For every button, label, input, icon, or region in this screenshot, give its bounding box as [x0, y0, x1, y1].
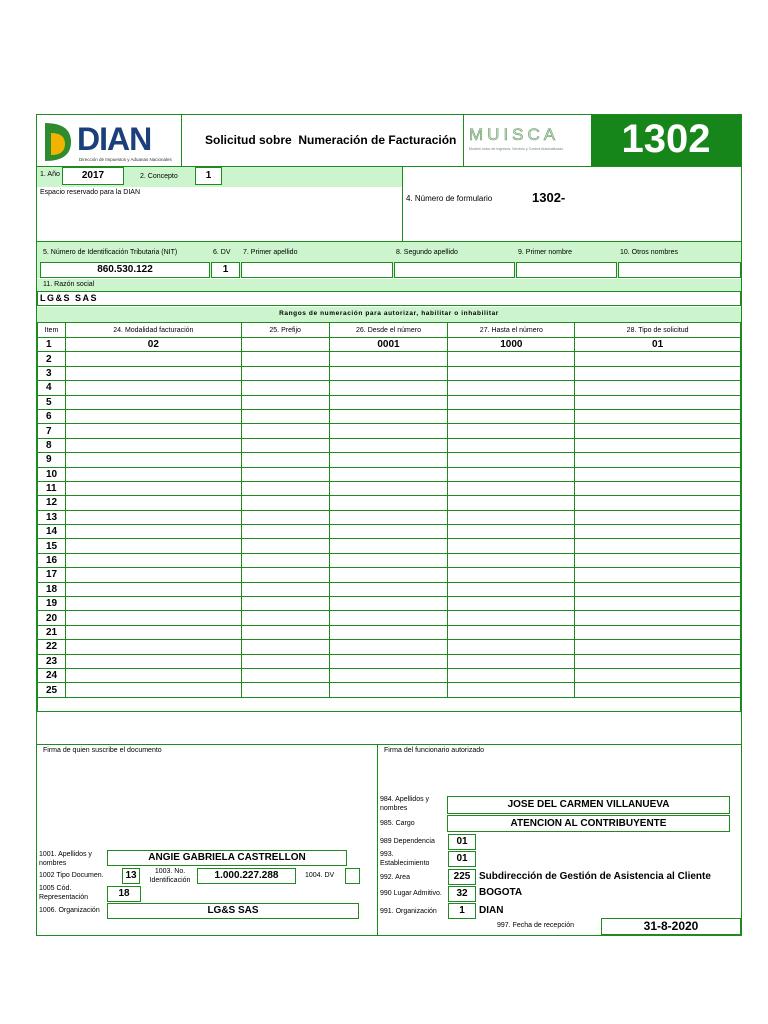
table-row — [38, 496, 741, 510]
cell-tipo[interactable]: 01 — [575, 338, 741, 352]
logo-subtitle: Dirección de Impuestos y Aduanas Nacionales — [79, 157, 172, 162]
lugar-description: BOGOTA — [479, 887, 523, 898]
form-title: Solicitud sobre Numeración de Facturación — [205, 133, 457, 147]
cell-modalidad[interactable] — [65, 640, 241, 654]
cell-hasta[interactable] — [448, 424, 575, 438]
razon-social-field[interactable] — [37, 291, 741, 306]
muisca-text: MUISCA — [469, 125, 560, 144]
cell-item: 24 — [38, 668, 66, 682]
cell-desde[interactable] — [329, 683, 448, 697]
cell-modalidad[interactable] — [65, 654, 241, 668]
cell-item: 14 — [38, 525, 66, 539]
cell-modalidad[interactable] — [65, 453, 241, 467]
anio-label: 1. Año — [40, 171, 60, 178]
table-row — [38, 366, 741, 380]
cell-tipo[interactable] — [575, 395, 741, 409]
cell-desde[interactable] — [329, 395, 448, 409]
ranges-header-row — [38, 323, 741, 338]
cell-desde[interactable] — [329, 424, 448, 438]
cell-prefijo[interactable] — [241, 625, 329, 639]
cell-item: 12 — [38, 496, 66, 510]
cell-modalidad[interactable] — [65, 467, 241, 481]
table-row — [38, 654, 741, 668]
no-identificacion-field[interactable]: 1.000.227.288 — [197, 868, 296, 884]
otros-nombres-field[interactable] — [618, 262, 741, 278]
cell-item: 20 — [38, 611, 66, 625]
cell-prefijo[interactable] — [241, 553, 329, 567]
table-row — [38, 453, 741, 467]
cell-prefijo[interactable] — [241, 481, 329, 495]
table-row — [38, 409, 741, 423]
table-row — [38, 597, 741, 611]
cell-prefijo[interactable] — [241, 582, 329, 596]
table-row — [38, 582, 741, 596]
lugar-field[interactable]: 32 — [448, 886, 476, 902]
cell-modalidad[interactable] — [65, 496, 241, 510]
cell-prefijo[interactable] — [241, 510, 329, 524]
cell-prefijo[interactable] — [241, 597, 329, 611]
cell-hasta[interactable] — [448, 381, 575, 395]
col-hasta: 27. Hasta el número — [448, 323, 575, 338]
nit-label: 5. Número de Identificación Tributaria (NIT) — [43, 249, 178, 256]
cell-hasta[interactable] — [448, 438, 575, 452]
dv-firma-label: 1004. DV — [305, 872, 335, 879]
apellido2-label: 8. Segundo apellido — [396, 249, 458, 256]
cell-prefijo[interactable] — [241, 366, 329, 380]
cell-prefijo[interactable] — [241, 338, 329, 352]
cell-hasta[interactable] — [448, 525, 575, 539]
cell-modalidad[interactable] — [65, 683, 241, 697]
cell-desde[interactable] — [329, 453, 448, 467]
cell-tipo[interactable] — [575, 510, 741, 524]
organizacion-firma-field[interactable]: LG&S SAS — [107, 903, 359, 919]
apellido1-label: 7. Primer apellido — [243, 249, 298, 256]
firma-funcionario-label: Firma del funcionario autorizado — [384, 747, 484, 754]
table-row — [38, 481, 741, 495]
area-description: Subdirección de Gestión de Asistencia al Cliente — [479, 871, 711, 882]
cell-tipo[interactable] — [575, 640, 741, 654]
dv-field[interactable]: 1 — [211, 262, 240, 278]
cargo-label: 985. Cargo — [380, 820, 415, 827]
cell-desde[interactable] — [329, 352, 448, 366]
cell-desde[interactable] — [329, 510, 448, 524]
cell-desde[interactable] — [329, 366, 448, 380]
cell-prefijo[interactable] — [241, 683, 329, 697]
cell-tipo[interactable] — [575, 424, 741, 438]
cell-item: 18 — [38, 582, 66, 596]
apellido1-field[interactable] — [241, 262, 393, 278]
cell-tipo[interactable] — [575, 438, 741, 452]
cell-tipo[interactable] — [575, 625, 741, 639]
apellidos-nombres-field[interactable]: ANGIE GABRIELA CASTRELLON — [107, 850, 347, 866]
cell-prefijo[interactable] — [241, 668, 329, 682]
cell-hasta[interactable] — [448, 481, 575, 495]
cell-prefijo[interactable] — [241, 409, 329, 423]
cell-item: 6 — [38, 409, 66, 423]
cell-modalidad[interactable] — [65, 668, 241, 682]
cell-hasta[interactable] — [448, 568, 575, 582]
table-row — [38, 553, 741, 567]
col-tipo: 28. Tipo de solicitud — [575, 323, 741, 338]
otros-nombres-label: 10. Otros nombres — [620, 249, 678, 256]
cell-tipo[interactable] — [575, 611, 741, 625]
cell-hasta[interactable] — [448, 553, 575, 567]
organizacion-firma-label: 1006. Organización — [39, 907, 100, 914]
cell-item: 3 — [38, 366, 66, 380]
razon-social-value: LG&S SAS — [40, 293, 99, 303]
muisca-logo — [469, 125, 587, 159]
cell-desde[interactable] — [329, 597, 448, 611]
cod-representacion-field[interactable]: 18 — [107, 886, 141, 902]
cell-desde[interactable] — [329, 467, 448, 481]
cell-prefijo[interactable] — [241, 424, 329, 438]
cell-modalidad[interactable] — [65, 568, 241, 582]
table-row — [38, 611, 741, 625]
cell-desde[interactable]: 0001 — [329, 338, 448, 352]
cell-prefijo[interactable] — [241, 453, 329, 467]
nombre1-field[interactable] — [516, 262, 617, 278]
dian-emblem-icon — [41, 121, 75, 163]
logo-text: DIAN — [77, 121, 152, 157]
cell-tipo[interactable] — [575, 381, 741, 395]
cell-item: 2 — [38, 352, 66, 366]
nit-field[interactable]: 860.530.122 — [40, 262, 210, 278]
table-row — [38, 510, 741, 524]
cell-tipo[interactable] — [575, 553, 741, 567]
cell-item: 4 — [38, 381, 66, 395]
cell-modalidad[interactable] — [65, 582, 241, 596]
cell-prefijo[interactable] — [241, 352, 329, 366]
cell-desde[interactable] — [329, 481, 448, 495]
cell-tipo[interactable] — [575, 683, 741, 697]
table-row — [38, 668, 741, 682]
apellidos-nombres-label: 1001. Apellidos y nombres — [39, 851, 92, 867]
cell-tipo[interactable] — [575, 366, 741, 380]
muisca-subtitle: Modelo único de Ingresos, Servicio y Control Automatizado — [469, 147, 564, 151]
ranges-table — [37, 322, 741, 712]
cell-prefijo[interactable] — [241, 438, 329, 452]
table-row — [38, 625, 741, 639]
cell-hasta[interactable] — [448, 352, 575, 366]
cell-modalidad[interactable] — [65, 395, 241, 409]
organizacion-description: DIAN — [479, 905, 504, 916]
cell-prefijo[interactable] — [241, 611, 329, 625]
organizacion-label: 991. Organización — [380, 908, 437, 915]
firma-suscribe-label: Firma de quien suscribe el documento — [43, 747, 162, 754]
dian-logo — [41, 119, 181, 165]
col-item: Item — [38, 323, 66, 338]
cell-desde[interactable] — [329, 553, 448, 567]
cell-item: 16 — [38, 553, 66, 567]
formulario-value: 1302- — [532, 190, 566, 205]
func-nombres-field[interactable]: JOSE DEL CARMEN VILLANUEVA — [447, 796, 730, 814]
cell-desde[interactable] — [329, 640, 448, 654]
cell-prefijo[interactable] — [241, 539, 329, 553]
cell-modalidad[interactable] — [65, 481, 241, 495]
cell-item: 19 — [38, 597, 66, 611]
col-modalidad: 24. Modalidad facturación — [65, 323, 241, 338]
cell-modalidad[interactable] — [65, 366, 241, 380]
cell-prefijo[interactable] — [241, 395, 329, 409]
table-row-blank — [38, 697, 741, 711]
cell-prefijo[interactable] — [241, 640, 329, 654]
cell-modalidad[interactable] — [65, 539, 241, 553]
cell-hasta[interactable]: 1000 — [448, 338, 575, 352]
cell-tipo[interactable] — [575, 409, 741, 423]
cell-blank — [38, 697, 741, 711]
table-row — [38, 424, 741, 438]
lugar-label: 990 Lugar Admitivo. — [380, 890, 442, 897]
area-label: 992. Area — [380, 874, 410, 881]
cell-tipo[interactable] — [575, 582, 741, 596]
cell-item: 13 — [38, 510, 66, 524]
col-prefijo: 25. Prefijo — [241, 323, 329, 338]
cell-tipo[interactable] — [575, 467, 741, 481]
cell-prefijo[interactable] — [241, 381, 329, 395]
cell-item: 1 — [38, 338, 66, 352]
cell-tipo[interactable] — [575, 496, 741, 510]
cell-tipo[interactable] — [575, 654, 741, 668]
cell-item: 21 — [38, 625, 66, 639]
cell-item: 15 — [38, 539, 66, 553]
cell-modalidad[interactable] — [65, 381, 241, 395]
fecha-recepcion-field[interactable]: 31-8-2020 — [601, 918, 741, 935]
table-row — [38, 568, 741, 582]
cell-desde[interactable] — [329, 438, 448, 452]
cell-hasta[interactable] — [448, 654, 575, 668]
cell-modalidad[interactable] — [65, 409, 241, 423]
cell-item: 25 — [38, 683, 66, 697]
table-row — [38, 338, 741, 352]
cell-modalidad[interactable] — [65, 553, 241, 567]
ranges-title: Rangos de numeración para autorizar, habilitar o inhabilitar — [279, 310, 499, 317]
col-desde: 26. Desde el número — [329, 323, 448, 338]
cell-desde[interactable] — [329, 539, 448, 553]
header — [37, 115, 741, 167]
table-row — [38, 539, 741, 553]
table-row — [38, 525, 741, 539]
cell-modalidad[interactable] — [65, 597, 241, 611]
fecha-recepcion-label: 997. Fecha de recepción — [497, 922, 575, 929]
form-number: 1302 — [621, 117, 711, 161]
table-row — [38, 381, 741, 395]
cell-prefijo[interactable] — [241, 654, 329, 668]
cell-modalidad[interactable] — [65, 352, 241, 366]
cell-tipo[interactable] — [575, 597, 741, 611]
table-row — [38, 467, 741, 481]
cell-modalidad[interactable] — [65, 424, 241, 438]
cell-desde[interactable] — [329, 381, 448, 395]
establecimiento-field[interactable]: 01 — [448, 851, 476, 867]
cell-desde[interactable] — [329, 611, 448, 625]
espacio-reservado-label: Espacio reservado para la DIAN — [40, 189, 140, 196]
cell-prefijo[interactable] — [241, 525, 329, 539]
apellido2-field[interactable] — [394, 262, 515, 278]
cell-hasta[interactable] — [448, 668, 575, 682]
cell-desde[interactable] — [329, 496, 448, 510]
cell-item: 23 — [38, 654, 66, 668]
razon-social-label: 11. Razón social — [43, 281, 95, 288]
cell-modalidad[interactable] — [65, 438, 241, 452]
cell-hasta[interactable] — [448, 539, 575, 553]
formulario-label: 4. Número de formulario — [406, 194, 493, 203]
cell-hasta[interactable] — [448, 366, 575, 380]
table-row — [38, 395, 741, 409]
cell-item: 11 — [38, 481, 66, 495]
concepto-label: 2. Concepto — [140, 173, 178, 180]
cell-tipo[interactable] — [575, 525, 741, 539]
cell-hasta[interactable] — [448, 597, 575, 611]
cell-hasta[interactable] — [448, 453, 575, 467]
cell-item: 17 — [38, 568, 66, 582]
cell-desde[interactable] — [329, 668, 448, 682]
table-row — [38, 640, 741, 654]
no-identificacion-label: 1003. No. Identificación — [149, 868, 191, 884]
table-row — [38, 683, 741, 697]
cell-desde[interactable] — [329, 568, 448, 582]
cell-item: 5 — [38, 395, 66, 409]
table-row — [38, 352, 741, 366]
cell-prefijo[interactable] — [241, 496, 329, 510]
cell-item: 9 — [38, 453, 66, 467]
cell-prefijo[interactable] — [241, 568, 329, 582]
cell-desde[interactable] — [329, 654, 448, 668]
cell-desde[interactable] — [329, 582, 448, 596]
dv-label: 6. DV — [213, 249, 231, 256]
cell-item: 8 — [38, 438, 66, 452]
table-row — [38, 438, 741, 452]
dependencia-field[interactable]: 01 — [448, 834, 476, 850]
cell-modalidad[interactable] — [65, 510, 241, 524]
cell-hasta[interactable] — [448, 496, 575, 510]
cell-desde[interactable] — [329, 625, 448, 639]
cell-hasta[interactable] — [448, 625, 575, 639]
cell-modalidad[interactable] — [65, 625, 241, 639]
cell-tipo[interactable] — [575, 453, 741, 467]
cell-hasta[interactable] — [448, 611, 575, 625]
cell-hasta[interactable] — [448, 510, 575, 524]
dependencia-label: 989 Dependencia — [380, 838, 435, 845]
organizacion-field[interactable]: 1 — [448, 903, 476, 919]
cell-item: 22 — [38, 640, 66, 654]
cell-item: 10 — [38, 467, 66, 481]
concepto-field[interactable]: 1 — [195, 167, 222, 185]
area-field[interactable]: 225 — [448, 869, 476, 885]
cell-prefijo[interactable] — [241, 467, 329, 481]
cell-hasta[interactable] — [448, 409, 575, 423]
cell-modalidad[interactable] — [65, 611, 241, 625]
cell-tipo[interactable] — [575, 352, 741, 366]
tipo-documento-label: 1002 Tipo Documen. — [39, 872, 104, 879]
cell-desde[interactable] — [329, 409, 448, 423]
cell-tipo[interactable] — [575, 668, 741, 682]
cell-item: 7 — [38, 424, 66, 438]
cod-representacion-label: 1005 Cód. Representación — [39, 885, 89, 901]
cell-desde[interactable] — [329, 525, 448, 539]
anio-field[interactable]: 2017 — [62, 167, 124, 185]
cell-modalidad[interactable]: 02 — [65, 338, 241, 352]
cell-modalidad[interactable] — [65, 525, 241, 539]
cell-tipo[interactable] — [575, 481, 741, 495]
establecimiento-label: 993. Establecimiento — [380, 851, 430, 867]
cell-tipo[interactable] — [575, 568, 741, 582]
cell-hasta[interactable] — [448, 467, 575, 481]
cargo-field[interactable]: ATENCION AL CONTRIBUYENTE — [447, 815, 730, 832]
cell-hasta[interactable] — [448, 683, 575, 697]
cell-hasta[interactable] — [448, 395, 575, 409]
nombre1-label: 9. Primer nombre — [518, 249, 573, 256]
func-nombres-label: 984. Apellidos y nombres — [380, 796, 430, 812]
cell-tipo[interactable] — [575, 539, 741, 553]
cell-hasta[interactable] — [448, 582, 575, 596]
dv-firma-field[interactable] — [345, 868, 360, 884]
tipo-documento-field[interactable]: 13 — [122, 868, 140, 884]
cell-hasta[interactable] — [448, 640, 575, 654]
